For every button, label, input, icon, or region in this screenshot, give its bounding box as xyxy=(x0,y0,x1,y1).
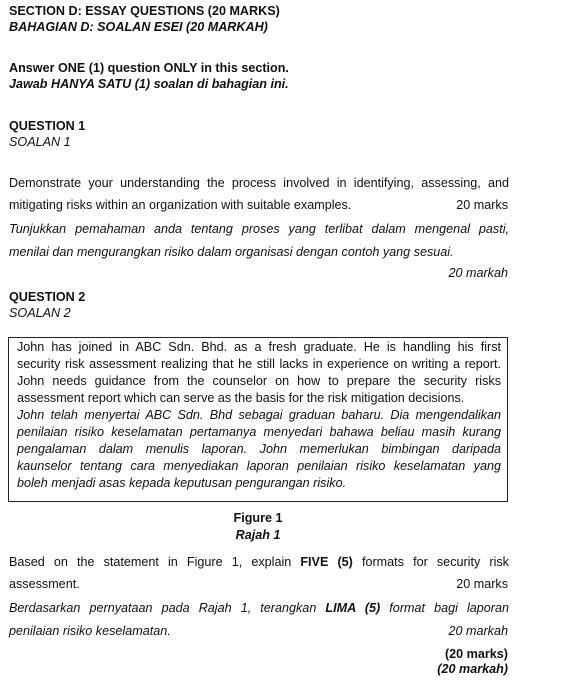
question-1-heading: QUESTION 1 xyxy=(9,119,86,133)
question-1-text-line-2: mitigating risks within an organization with suitable examples. xyxy=(9,198,352,212)
figure-text-line-malay: penilaian risiko keselamatan pertamanya menyedari bahawa beliau masih kurang xyxy=(17,425,501,439)
question-2-text-line-1 xyxy=(9,555,509,569)
figure-text-line-malay: John telah menyertai ABC Sdn. Bhd sebagai graduan baharu. Dia mengendalikan xyxy=(17,408,501,422)
question-1-marks-malay: 20 markah xyxy=(448,266,508,280)
figure-text-line: John needs guidance from the counselor on how to prepare the security risks xyxy=(17,374,501,388)
figure-text-line: John has joined in ABC Sdn. Bhd. as a fresh graduate. He is handling his first xyxy=(17,340,501,354)
section-title-malay: BAHAGIAN D: SOALAN ESEI (20 MARKAH) xyxy=(9,20,268,34)
figure-text-line-malay: kaunselor tentang cara menyediakan laporan penilaian risiko keselamatan yang xyxy=(17,459,501,473)
figure-caption-malay: Rajah 1 xyxy=(235,528,281,542)
question-2-malay-line-1: Berdasarkan pernyataan pada Rajah 1, terangkan LIMA (5) format bagi laporan xyxy=(9,601,510,615)
question-1-malay-line-1: Tunjukkan pemahaman anda tentang proses yang terlibat dalam mengenal pasti, xyxy=(9,222,509,236)
figure-caption: Figure 1 xyxy=(233,511,283,525)
total-marks-malay: (20 markah) xyxy=(437,662,508,676)
instruction-malay: Jawab HANYA SATU (1) soalan di bahagian ini. xyxy=(9,77,289,91)
figure-text-line: assessment report which can serve as the basis for the risk mitigation decisions. xyxy=(17,391,465,405)
question-1-marks: 20 marks xyxy=(456,198,508,212)
figure-text-line-malay: boleh menjadi asas kepada keputusan pengurangan risiko. xyxy=(17,476,347,490)
question-2-malay-line-2: penilaian risiko keselamatan. xyxy=(9,624,171,638)
question-2-marks-malay: 20 markah xyxy=(448,624,508,638)
question-2-marks: 20 marks xyxy=(456,577,508,591)
question-1-text-line-1: Demonstrate your understanding the process involved in identifying, assessing, and xyxy=(9,176,509,190)
figure-text-line: security risk assessment realizing that he still lacks in experience on writing a report. xyxy=(17,357,501,371)
question-1-heading-malay: SOALAN 1 xyxy=(9,135,71,149)
question-2-heading-malay: SOALAN 2 xyxy=(9,306,71,320)
question-2-text-line-1-content: Based on the statement in Figure 1, explain FIVE (5) formats for security risk xyxy=(9,555,509,569)
question-2-heading: QUESTION 2 xyxy=(9,290,86,304)
question-2-text-line-2: assessment. xyxy=(9,577,80,591)
figure-text-line-malay: pengalaman dalam menulis laporan. John memerlukan bimbingan daripada xyxy=(17,442,501,456)
total-marks: (20 marks) xyxy=(444,647,508,661)
instruction: Answer ONE (1) question ONLY in this section. xyxy=(9,61,289,75)
figure-1-box xyxy=(8,337,508,502)
question-1-malay-line-2: menilai dan mengurangkan risiko dalam organisasi dengan contoh yang sesuai. xyxy=(9,245,454,259)
section-title: SECTION D: ESSAY QUESTIONS (20 MARKS) xyxy=(9,4,280,18)
